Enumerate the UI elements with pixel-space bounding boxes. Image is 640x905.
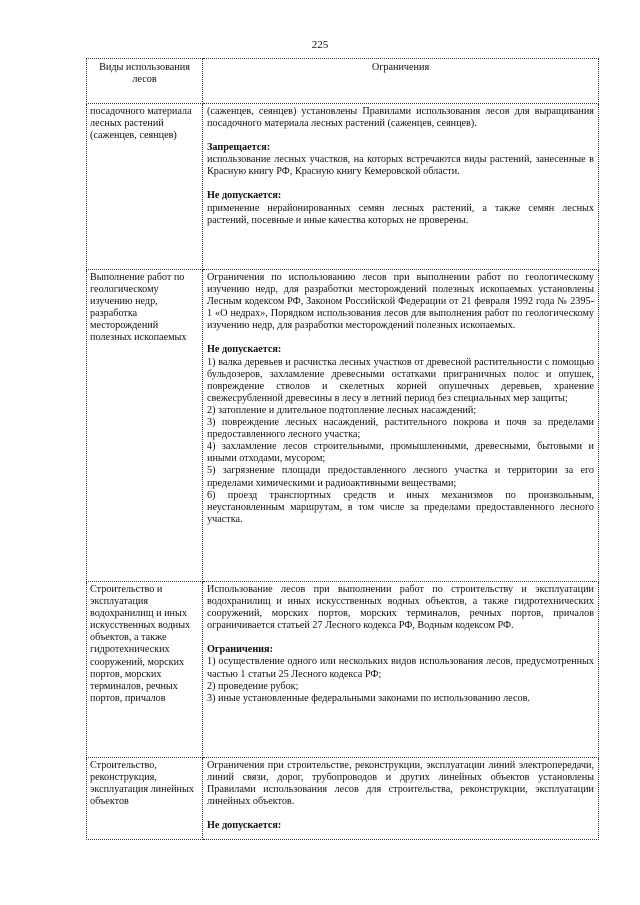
table-row bbox=[87, 758, 599, 840]
forest-use-type-cell bbox=[87, 758, 203, 840]
header-restrictions: Ограничения bbox=[203, 59, 599, 104]
restriction-item: 3) повреждение лесных насаждений, растительного покрова и почв за пределами предоставленного лесного участка; bbox=[207, 417, 594, 441]
table-row bbox=[87, 104, 599, 270]
header-forest-use-type: Виды использования лесов bbox=[87, 59, 203, 104]
restriction-item: 2) затопление и длительное подтопление лесных насаждений; bbox=[207, 404, 477, 416]
table-header-row bbox=[87, 59, 599, 104]
restriction-item: 1) валка деревьев и расчистка лесных участков от древесной растительности с помощью бульдозеров, захламление древесными остатками приграничных полос и опушек, повреждение стволов и скелетных корней опушечных деревьев, хранение свежесрубленной древесины в лесу в летний период без специальных мер защиты; bbox=[207, 356, 594, 404]
restriction-heading: Запрещается: bbox=[207, 142, 271, 154]
page-number: 225 bbox=[311, 39, 329, 51]
restriction-heading: Не допускается: bbox=[207, 190, 282, 202]
restriction-item: 1) осуществление одного или нескольких видов использования лесов, предусмотренных частью 1 статьи 25 Лесного кодекса РФ; bbox=[207, 656, 594, 680]
table-row bbox=[87, 582, 599, 758]
restriction-intro: Использование лесов при выполнении работ по строительству и эксплуатации водохранилищ и иных искусственных водных объектов, а также гидротехнических сооружений, морских портов, морских терминалов, речных портов, причалов ограничивается статьей 27 Лесного кодекса РФ, Водным кодексом РФ. bbox=[207, 584, 594, 632]
restriction-heading: Не допускается: bbox=[207, 820, 282, 832]
restriction-item: 2) проведение рубок; bbox=[207, 680, 299, 692]
restriction-heading: Не допускается: bbox=[207, 344, 282, 356]
restriction-intro: Ограничения при строительстве, реконструкции, эксплуатации линий электропередачи, линий связи, дорог, трубопроводов и других линейных объектов установлены Правилами использования лесов для строительства, реконструкции, эксплуатации линейных объектов. bbox=[207, 760, 594, 808]
forest-use-type-cell bbox=[87, 270, 203, 582]
restriction-item: 5) загрязнение площади предоставленного лесного участка и территории за его пределами химическими и радиоактивными веществами; bbox=[207, 465, 594, 489]
restrictions-cell bbox=[203, 582, 599, 758]
restriction-text: использование лесных участков, на которых встречаются виды растений, занесенные в Красную книгу РФ, Красную книгу Кемеровской области. bbox=[207, 154, 594, 178]
restriction-heading: Ограничения: bbox=[207, 644, 273, 656]
restrictions-cell bbox=[203, 270, 599, 582]
restriction-item: 6) проезд транспортных средств и иных механизмов по произвольным, неустановленным маршрутам, в том числе за пределами предоставленного лесного участка. bbox=[207, 489, 594, 525]
restriction-intro: (саженцев, сеянцев) установлены Правилами использования лесов для выращивания посадочного материала лесных растений (саженцев, сеянцев). bbox=[207, 106, 594, 130]
forest-use-type: посадочного материала лесных растений (саженцев, сеянцев) bbox=[90, 106, 192, 142]
restrictions-cell bbox=[203, 758, 599, 840]
forest-use-type: Выполнение работ по геологическому изучению недр, разработка месторождений полезных ископаемых bbox=[90, 272, 187, 344]
forest-use-type: Строительство и эксплуатация водохранилищ и иных искусственных водных объектов, а также гидротехнических сооружений, морских портов, морских терминалов, речных портов, причалов bbox=[90, 584, 191, 704]
restrictions-cell bbox=[203, 104, 599, 270]
forest-use-type: Строительство, реконструкция, эксплуатация линейных объектов bbox=[90, 760, 194, 808]
restriction-item: 3) иные установленные федеральными законами по использованию лесов. bbox=[207, 692, 530, 704]
restriction-item: 4) захламление лесов строительными, промышленными, древесными, бытовыми и иными отходами, мусором; bbox=[207, 441, 594, 465]
forest-use-type-cell bbox=[87, 104, 203, 270]
forest-use-type-cell bbox=[87, 582, 203, 758]
table-row bbox=[87, 270, 599, 582]
restriction-text: применение нерайонированных семян лесных растений, а также семян лесных растений, посевные и иные качества которых не проверены. bbox=[207, 202, 594, 226]
restrictions-table bbox=[86, 58, 599, 840]
restriction-intro: Ограничения по использованию лесов при выполнении работ по геологическому изучению недр, для разработки месторождений полезных ископаемых установлены Лесным кодексом РФ, Законом Российской Федерации от 21 февраля 1992 года № 2395-1 «О недрах», Порядком использования лесов для выполнения работ по геологическому изучению недр, для разработки месторождений полезных ископаемых. bbox=[207, 272, 594, 332]
